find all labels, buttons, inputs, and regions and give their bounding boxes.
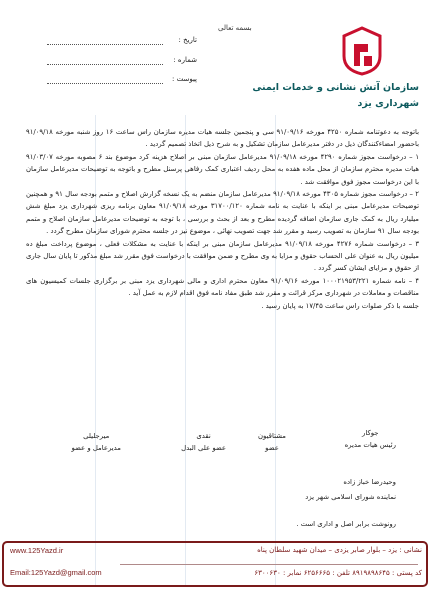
signature-role: مدیرعامل و عضو xyxy=(71,444,121,452)
signature-chairman xyxy=(345,429,396,449)
footer-email-link[interactable]: Email:125Yazd@gmail.com xyxy=(10,568,102,577)
signature-ceo xyxy=(71,432,121,452)
footer-website-link[interactable]: www.125Yazd.ir xyxy=(10,546,64,555)
paragraph-item-1: ۱ – درخواست مجوز شماره ۴۲۹۰ مورخه ۹۱/۰۹/۱۸ مدیرعامل سازمان مبنی بر اصلاح هزینه کرد موضوع بند ۶ مصوبه مورخه ۹۱/۰۳/۰۷ هیات مدیره محترم سازمان از محل ماده هفده به محل ردیف اعتباری کمک رفاهی پرسنل مطرح و باتوجه به توضیحات مدیرعامل سازمان با این درخواست مجوز فوق موافقت شد . xyxy=(26,152,420,186)
paragraph-item-2: ۲ – درخواست مجوز شماره ۴۳۰۵ مورخه ۹۱/۰۹/۱۸ مدیرعامل سازمان منضم به یک نسخه گزارش اصلاح و متمم بودجه سال ۹۱ و همچنین توضیحات مدیرعامل مبنی بر اینکه با عنایت به نامه شماره ۳۱۷۰۰/۱۲۰ مورخه ۹۱/۰۹/۱۸ معاون برنامه ریزی شهرداری یزد مبلغ شش میلیارد ریال به کمک جاری سازمان اضافه گردیده مطرح و بعد از بحث و بررسی ، با توجه به توضیحات مدیرعامل سازمان اصلاح و متمم بودجه سال ۹۱ سازمان به تصویب رسید و مقرر شد جهت تصویب نهائی ، موضوع نیز در جلسه محترم شورای سازمان مطرح گردد . xyxy=(26,190,419,236)
signature-name: میرجلیلی xyxy=(83,432,110,440)
number-field-line xyxy=(47,64,163,65)
signature-name: جوکار xyxy=(362,429,379,437)
attachment-label: پیوست : xyxy=(172,75,197,83)
number-row xyxy=(47,56,197,70)
signature-role: عضو علی البدل xyxy=(181,444,226,452)
date-label: تاریخ : xyxy=(178,36,197,44)
paragraph-item-4: ۴ – نامه شماره ۱۰۰۰۲۱۹۵۳/۲۲۱ مورخه ۹۱/۰۹/۱۶ معاون محترم اداری و مالی شهرداری یزد مبنی بر برگزاری جلسات کمیسیون های مناقصات و معاملات در شهرداری مرکز قرائت و مقرر شد طبق مفاد نامه فوق اقدام لازم به عمل آید . xyxy=(26,276,420,298)
date-field-line xyxy=(47,44,163,45)
signature-alternate-member xyxy=(181,432,226,452)
attachment-row xyxy=(47,75,197,89)
signature-role: رئیس هیات مدیره xyxy=(344,441,396,449)
footer-contact-numbers: کد پستی : ۸۹۱۹۸۹۸۶۴۵ تلفن : ۶۲۵۶۶۶۵ نمابر : ۶۳۰۰۶۳۰ xyxy=(254,569,422,577)
footer-address: نشانی : یزد – بلوار صابر یزدی – میدان شهید سلطان پناه xyxy=(257,546,422,554)
number-label: شماره : xyxy=(173,56,197,64)
org-name-line2: شهرداری یزد xyxy=(357,98,419,109)
council-rep-role: نماینده شورای اسلامی شهر یزد xyxy=(305,493,396,501)
signature-name: نقدی xyxy=(196,432,211,440)
paragraph-closing: جلسه با ذکر صلوات راس ساعت ۱۷/۴۵ به پایان رسید . xyxy=(261,301,419,310)
copy-note: رونوشت برابر اصل و اداری است . xyxy=(296,520,396,528)
paragraph-intro: باتوجه به دعوتنامه شماره ۴۲۵۰ مورخه ۹۱/۰۹/۱۶ سی و پنجمین جلسه هیات مدیره سازمان راس ساعت ۱۶ روز شنبه مورخه ۹۱/۰۹/۱۸ باحضور امضاءکنندگان ذیل در دفتر مدیرعامل سازمان تشکیل و به شرح ذیل اتخاذ تصمیم گردید . xyxy=(26,128,420,149)
footer-divider xyxy=(120,564,418,565)
signature-name: مشتاقیون xyxy=(257,432,286,440)
signature-role: عضو xyxy=(265,444,279,452)
council-rep-name: وحیدرضا خباز زاده xyxy=(343,478,396,486)
letter-body xyxy=(26,126,419,312)
org-name-line1: سازمان آتش نشانی و خدمات ایمنی xyxy=(252,82,419,93)
date-row xyxy=(47,36,197,50)
signature-member xyxy=(258,432,286,452)
attachment-field-line xyxy=(47,83,163,84)
paragraph-item-3: ۳ – درخواست شماره ۴۲۷۶ مورخه ۹۱/۰۹/۱۸ مدیرعامل سازمان مبنی بر اینکه با عنایت به مشکلات فعلی ، موضوع پرداخت مبلغ ده میلیون ریال به عنوان علی الحساب حقوق و مزایا به وی مطرح و ضمن موافقت با درخواست فوق مقرر شد مبلغ مذکور تا پایان سال جاری از حقوق و مزایای ایشان کسر گردد . xyxy=(26,239,420,273)
bismillah-heading: بسمه تعالی xyxy=(218,24,252,32)
fire-department-logo-icon xyxy=(340,26,384,76)
